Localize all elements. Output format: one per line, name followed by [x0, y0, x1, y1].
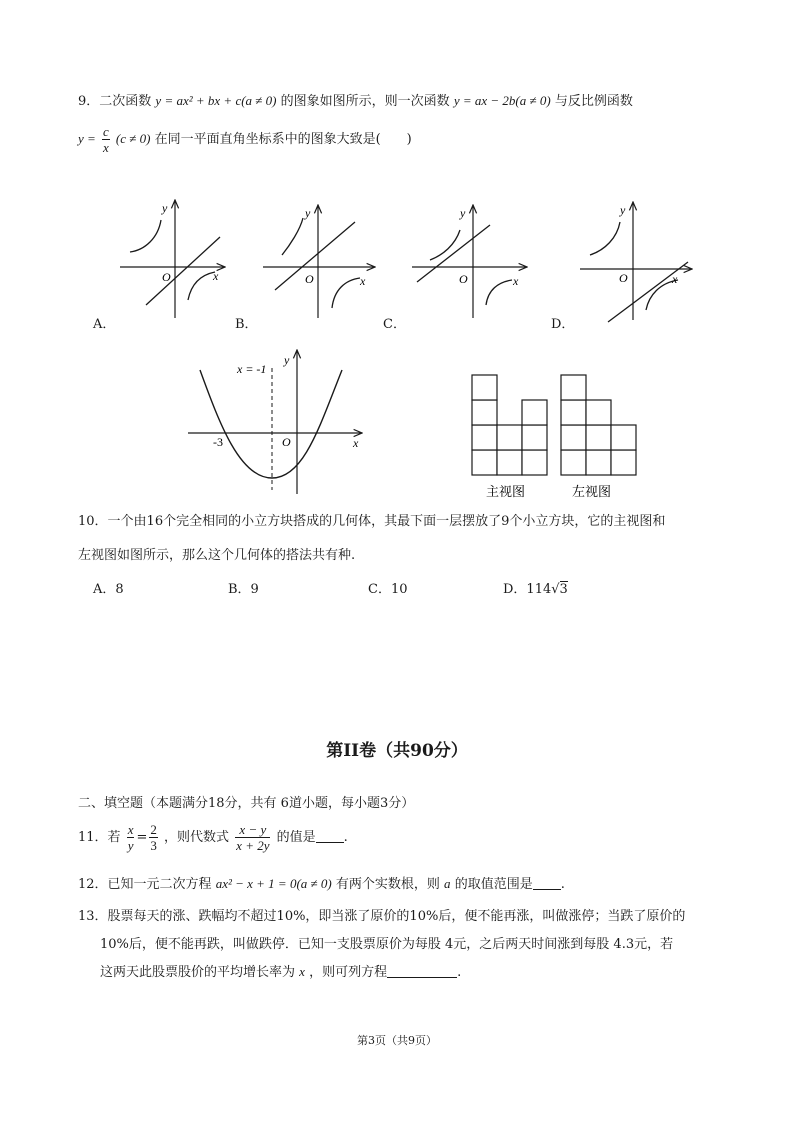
left-view-caption: 左视图 [572, 485, 612, 500]
left-view-cell-c1-r2 [561, 425, 586, 450]
left-view-cell-c1-r3 [561, 400, 586, 425]
graph-d-hyperbola-left [590, 222, 620, 255]
main-view-cell-c3-r1 [522, 450, 547, 475]
q11-text-a: 11．若 [78, 830, 121, 845]
main-view-cell-c3-r2 [522, 425, 547, 450]
main-view-cell-c1-r2 [472, 425, 497, 450]
q13-line-3 [100, 961, 461, 980]
q12-line [78, 873, 565, 892]
graph-b-x-label: x [360, 274, 366, 288]
q11-fraction-expression [235, 822, 270, 853]
section-title: 第II卷（共90分） [326, 741, 468, 761]
q13-answer-blank[interactable] [387, 977, 457, 978]
q11-f3-num: x − y [235, 822, 270, 838]
left-view-cell-c2-r2 [586, 425, 611, 450]
q9-text-d: 在同一平面直角坐标系中的图象大致是( ) [154, 132, 412, 147]
left-view-cell-c2-r1 [586, 450, 611, 475]
graph-d-y-label: y [620, 203, 626, 217]
q9-condition: (c ≠ 0) [115, 131, 151, 146]
q13-text-a: 这两天此股票股价的平均增长率为 [100, 965, 296, 980]
parabola-curve [200, 370, 342, 478]
q10-option-a: A．8 [93, 582, 124, 597]
q12-text-a: 12．已知一元二次方程 [78, 877, 212, 892]
graph-c-hyperbola-right [486, 280, 512, 305]
graph-a-hyperbola-left [130, 220, 161, 252]
q10-option-b: B．9 [228, 582, 259, 597]
q9-option-graphs [0, 0, 794, 340]
q13-text-b: ，则可列方程 [309, 965, 388, 980]
left-view-grid [561, 375, 636, 475]
q11-f3-den: x + 2y [236, 838, 270, 853]
q11-line [78, 822, 348, 853]
left-view-cell-c3-r1 [611, 450, 636, 475]
q9-frac-den: x [102, 140, 109, 155]
graph-a-line [146, 237, 220, 305]
q11-text-b: ，则代数式 [164, 830, 230, 845]
main-view-caption: 主视图 [486, 485, 526, 500]
graph-b-origin: O [305, 272, 314, 286]
q12-equation: ax² − x + 1 = 0(a ≠ 0) [215, 876, 332, 891]
q10-option-d [503, 578, 568, 597]
main-view-cell-c1-r3 [472, 400, 497, 425]
root-neg3-label: -3 [213, 435, 223, 449]
q11-fraction-x-over-y [127, 822, 135, 853]
q10-option-d-text: D．114 [503, 582, 552, 597]
q13-line-1: 13．股票每天的涨、跌幅均不超过10%，即当涨了原价的10%后，便不能再涨，叫做涨停；当跌了原价的 [78, 909, 686, 924]
q11-text-c: 的值是 [276, 830, 316, 845]
graph-c [412, 205, 527, 318]
q12-text-c: 的取值范围是 [454, 877, 533, 892]
graph-a-x-label: x [213, 269, 219, 283]
main-view-cell-c3-r3 [522, 400, 547, 425]
q11-text-d: . [343, 830, 348, 845]
q9-text-a: 9．二次函数 [78, 94, 152, 109]
parabola-figure [180, 340, 380, 500]
fill-blank-heading: 二、填空题（本题满分18分，共有 6道小题，每小题3分） [78, 796, 415, 811]
q11-f2-num: 2 [150, 822, 157, 837]
graph-a [120, 200, 225, 318]
q10-option-c: C．10 [368, 582, 408, 597]
graph-c-line [417, 225, 490, 282]
q9-option-d-label: D． [551, 317, 575, 332]
parabola-y-label: y [284, 353, 290, 367]
main-view-grid [472, 375, 547, 475]
q9-text-c: 与反比例函数 [554, 94, 633, 109]
q10-sqrt-sign: √ [551, 582, 560, 597]
q9-text-b: 的图象如图所示，则一次函数 [280, 94, 450, 109]
graph-a-hyperbola-right [188, 272, 215, 300]
graph-c-origin: O [459, 272, 468, 286]
q11-fraction-2-over-3 [149, 822, 158, 853]
q12-text-b: 有两个实数根，则 [335, 877, 440, 892]
left-view-cell-c3-r2 [611, 425, 636, 450]
main-view-cell-c1-r1 [472, 450, 497, 475]
q11-f2-den: 3 [150, 838, 157, 853]
graph-c-y-label: y [460, 206, 466, 220]
q11-f1-num: x [127, 822, 134, 837]
symmetry-axis-label: x = -1 [237, 362, 267, 376]
parabola-x-label: x [353, 436, 359, 450]
graph-b-line [275, 222, 355, 290]
q12-answer-blank[interactable] [533, 889, 561, 890]
main-view-cell-c2-r1 [497, 450, 522, 475]
q9-option-c-label: C． [383, 317, 406, 332]
parabola-origin: O [282, 435, 291, 449]
graph-c-x-label: x [513, 274, 519, 288]
q11-equals: = [136, 830, 148, 845]
left-view-cell-c1-r4 [561, 375, 586, 400]
q10-sqrt-radicand: 3 [559, 582, 568, 597]
q9-formula-linear: y = ax − 2b(a ≠ 0) [453, 93, 551, 108]
q12-text-d: . [560, 877, 565, 892]
main-view-cell-c2-r2 [497, 425, 522, 450]
q13-variable-x: x [299, 964, 305, 979]
q12-variable-a: a [444, 876, 451, 891]
q9-formula-quadratic: y = ax² + bx + c(a ≠ 0) [155, 93, 277, 108]
q11-f1-den: y [127, 838, 134, 853]
graph-b-y-label: y [305, 206, 311, 220]
graph-b-hyperbola-left [282, 218, 303, 255]
graph-c-hyperbola-left [430, 230, 460, 260]
graph-b [263, 205, 375, 318]
q10-line-2: 左视图如图所示，那么这个几何体的搭法共有种. [78, 548, 356, 563]
graph-d-origin: O [619, 271, 628, 285]
q13-line-2: 10%后，便不能再跌，叫做跌停．已知一支股票原价为每股 4元，之后两天时间涨到每股 4.3元，若 [100, 937, 674, 952]
graph-d [580, 202, 692, 322]
q9-y-equals: y = [78, 131, 96, 146]
left-view-cell-c1-r1 [561, 450, 586, 475]
q13-text-c: . [457, 965, 462, 980]
q9-frac-num: c [102, 124, 109, 139]
views-figure [468, 372, 668, 502]
page-footer: 第3页（共9页） [357, 1034, 437, 1047]
q10-line-1: 10．一个由16个完全相同的小立方块搭成的几何体，其最下面一层摆放了9个小立方块，它的主视图和 [78, 514, 666, 529]
q9-option-a-label: A． [93, 317, 116, 332]
graph-a-origin: O [162, 270, 171, 284]
main-view-cell-c1-r4 [472, 375, 497, 400]
graph-a-y-label: y [162, 201, 168, 215]
q11-answer-blank[interactable] [316, 842, 344, 843]
graph-d-x-label: x [672, 272, 678, 286]
q9-option-b-label: B． [235, 317, 258, 332]
left-view-cell-c2-r3 [586, 400, 611, 425]
graph-b-hyperbola-right [332, 278, 360, 308]
